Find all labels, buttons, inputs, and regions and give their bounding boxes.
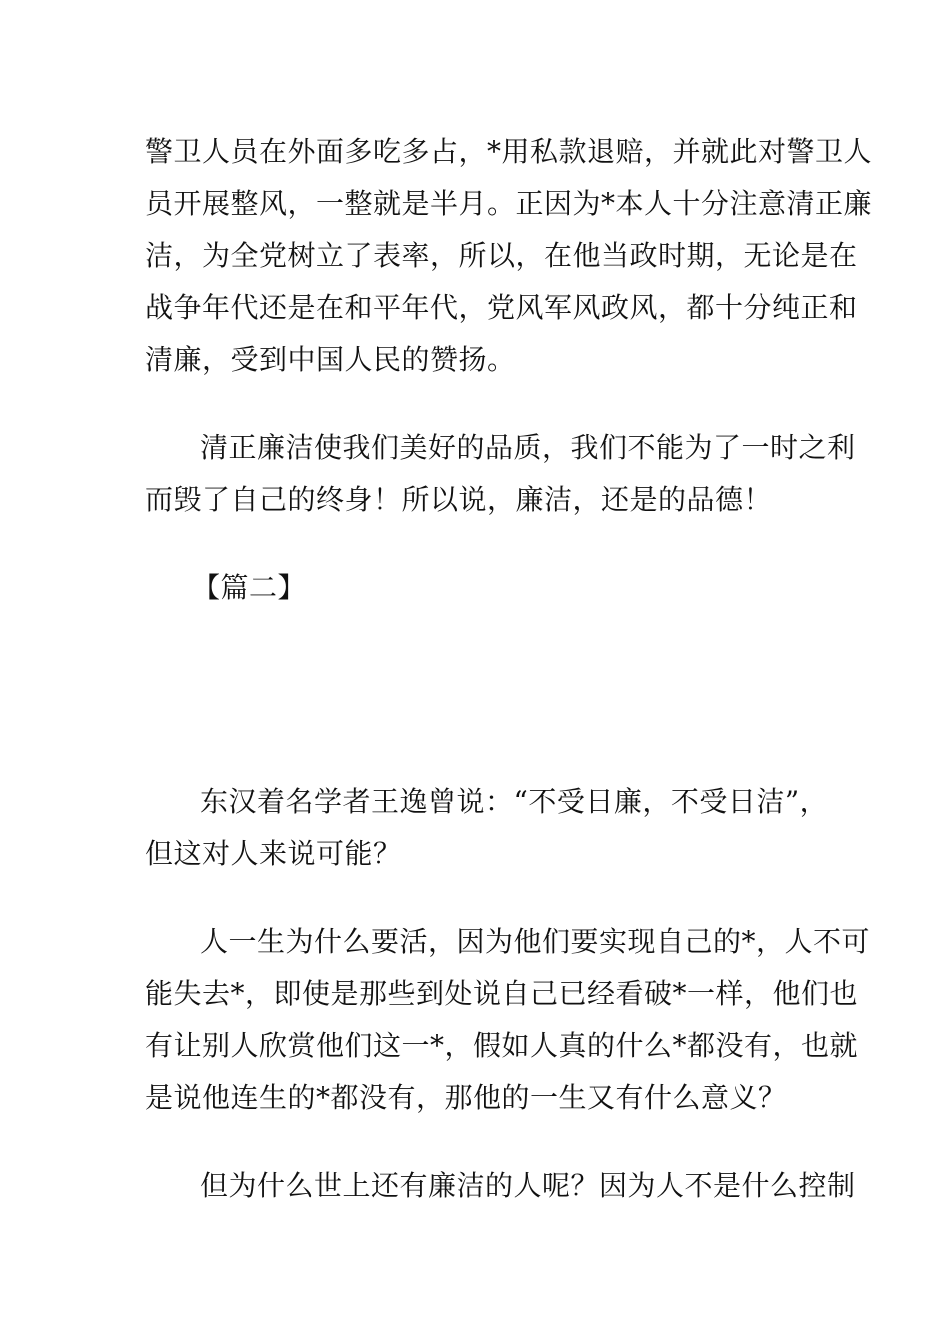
text-line: 战争年代还是在和平年代，党风军风政风，都十分纯正和: [145, 291, 858, 324]
text-line: 清廉，受到中国人民的赞扬。: [145, 343, 516, 376]
section-heading: 【篇二】: [192, 571, 307, 604]
text-line: 但这对人来说可能？: [145, 837, 402, 870]
text-line: 员开展整风，一整就是半月。正因为*本人十分注意清正廉: [145, 187, 873, 220]
text-line: 洁，为全党树立了表率，所以，在他当政时期，无论是在: [145, 239, 858, 272]
text-line: 是说他连生的*都没有，那他的一生又有什么意义？: [145, 1081, 787, 1114]
text-line: 警卫人员在外面多吃多占，*用私款退赔，并就此对警卫人: [145, 135, 873, 168]
text-line: 清正廉洁使我们美好的品质，我们不能为了一时之利: [200, 431, 856, 464]
text-line: 东汉着名学者王逸曾说：“不受日廉，不受日洁”，: [200, 785, 829, 818]
text-line: 但为什么世上还有廉洁的人呢？因为人不是什么控制: [200, 1169, 856, 1202]
text-line: 人一生为什么要活，因为他们要实现自己的*，人不可: [200, 925, 871, 958]
text-line: 而毁了自己的终身！所以说，廉洁，还是的品德！: [145, 483, 773, 516]
text-line: 能失去*，即使是那些到处说自己已经看破*一样，他们也: [145, 977, 859, 1010]
text-line: 有让别人欣赏他们这一*，假如人真的什么*都没有，也就: [145, 1029, 859, 1062]
